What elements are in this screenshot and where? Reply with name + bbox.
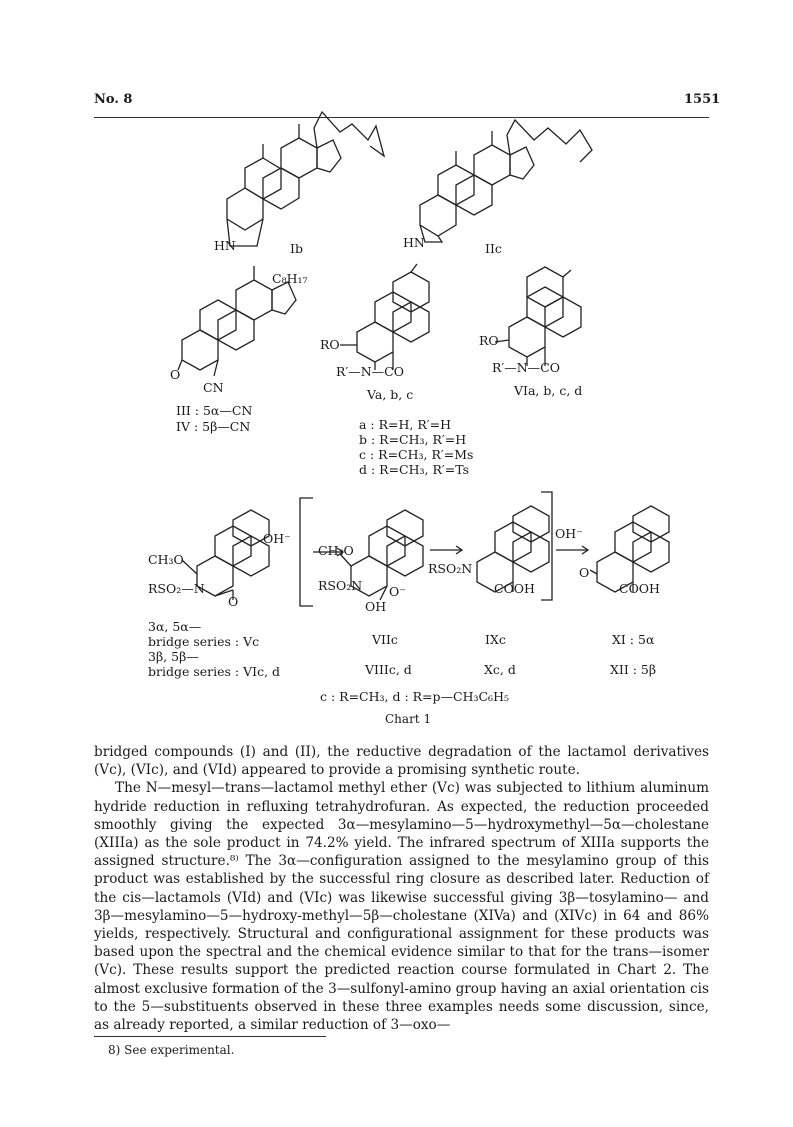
structure-step3 bbox=[477, 506, 549, 592]
label-s1-rso2n: RSO₂—N bbox=[148, 581, 205, 596]
label-s1-o: O bbox=[228, 594, 239, 609]
chart-caption: Chart 1 bbox=[385, 712, 432, 726]
structure-iic bbox=[420, 120, 592, 242]
label-cn: CN bbox=[203, 380, 224, 395]
label-row1-b: bridge series : Vc bbox=[148, 634, 260, 649]
label-list-b: b : R=CH₃, R′=H bbox=[359, 432, 467, 447]
label-s4-o: O bbox=[579, 565, 590, 580]
label-s2-oh: OH bbox=[365, 599, 387, 614]
label-s3-rso2n: RSO₂N bbox=[428, 561, 473, 576]
label-ixc: IXc bbox=[485, 632, 506, 647]
label-ib-hn: HN bbox=[214, 238, 236, 253]
label-s1-oh: OH⁻ bbox=[263, 531, 291, 546]
label-list-c: c : R=CH₃, R′=Ms bbox=[359, 447, 474, 462]
paragraph-2: The N—mesyl—trans—lactamol methyl ether (Vc) was subjected to lithium aluminum hydride reduction in refluxing tetrahydrofuran. As expected, the reduction proceeded smoothly giving the expected 3α—mesylamino—5—hydroxymethyl—5α—cholestane (XIIIa) as the sole product in 74.2% yield. The infrared spectrum of XIIIa supports the assigned structure.⁸⁾ The 3α—configuration assigned to the mesylamino group of this product was established by the successful ring closure as described later. Reduction of the cis—lactamols (VId) and (VIc) was likewise successful giving 3β—tosylamino— and 3β—mesylamino—5—hydroxy-methyl—5β—cholestane (XIVa) and (XIVc) in 64 and 86% yields, respectively. Structural and configurational assignment for these products was based upon the spectral and the chemical evidence similar to that for the trans—isomer (Vc). These results support the predicted reaction course formulated in Chart 2. The almost exclusive formation of the 3—sulfonyl-amino group having an axial orientation cis to the 5—substituents observed in these three examples needs some discussion, since, as already reported, a similar reduction of 3—oxo— bbox=[94, 780, 709, 1034]
label-s3-cooh: COOH bbox=[494, 581, 535, 596]
label-iv: IV : 5β—CN bbox=[176, 419, 251, 434]
paragraph-1: bridged compounds (I) and (II), the reductive degradation of the lactamol derivatives (Vc), (VIc), and (VId) appeared to provide a promising synthetic route. bbox=[94, 744, 709, 779]
label-xi: XI : 5α bbox=[612, 632, 655, 647]
label-c8h17: C₈H₁₇ bbox=[272, 271, 308, 286]
label-xcd: Xc, d bbox=[484, 662, 516, 677]
label-cd-definition: c : R=CH₃, d : R=p—CH₃C₆H₅ bbox=[320, 689, 509, 704]
label-s2-ch3o: CH₃O bbox=[318, 543, 354, 558]
label-va-ro: RO bbox=[320, 337, 340, 352]
label-viic: VIIc bbox=[372, 632, 398, 647]
label-iic: IIc bbox=[485, 241, 502, 256]
label-row1-a: 3α, 5α— bbox=[148, 619, 202, 634]
label-via-ro: RO bbox=[479, 333, 499, 348]
structure-step4 bbox=[590, 506, 669, 592]
label-via: VIa, b, c, d bbox=[514, 383, 583, 398]
page-number: 1551 bbox=[684, 92, 721, 107]
structure-va bbox=[340, 264, 429, 370]
body-text bbox=[94, 743, 709, 1034]
structure-ib bbox=[227, 112, 384, 246]
label-row2-a: 3β, 5β— bbox=[148, 649, 199, 664]
journal-issue-number: No. 8 bbox=[94, 92, 133, 107]
label-ib: Ib bbox=[290, 241, 303, 256]
structure-via bbox=[495, 267, 581, 366]
label-va: Va, b, c bbox=[367, 387, 414, 402]
label-iii: III : 5α—CN bbox=[176, 403, 253, 418]
label-iic-hn: HN bbox=[403, 235, 425, 250]
label-s2-o: O⁻ bbox=[389, 584, 406, 599]
label-list-d: d : R=CH₃, R′=Ts bbox=[359, 462, 470, 477]
footnote: 8) See experimental. bbox=[108, 1043, 235, 1057]
label-xii: XII : 5β bbox=[610, 662, 657, 677]
label-o-ketone: O bbox=[170, 367, 181, 382]
label-s2-rso2n: RSO₂N bbox=[318, 578, 363, 593]
label-list-a: a : R=H, R′=H bbox=[359, 417, 451, 432]
label-row2-b: bridge series : VIc, d bbox=[148, 664, 281, 679]
label-va-rn: R′—N—CO bbox=[336, 364, 404, 379]
label-s1-ch3o: CH₃O bbox=[148, 552, 184, 567]
label-s4-cooh: COOH bbox=[619, 581, 660, 596]
label-viiicd: VIIIc, d bbox=[365, 662, 412, 677]
label-via-rn: R′—N—CO bbox=[492, 360, 560, 375]
label-s3-oh: OH⁻ bbox=[555, 526, 583, 541]
footnote-rule bbox=[94, 1036, 326, 1037]
